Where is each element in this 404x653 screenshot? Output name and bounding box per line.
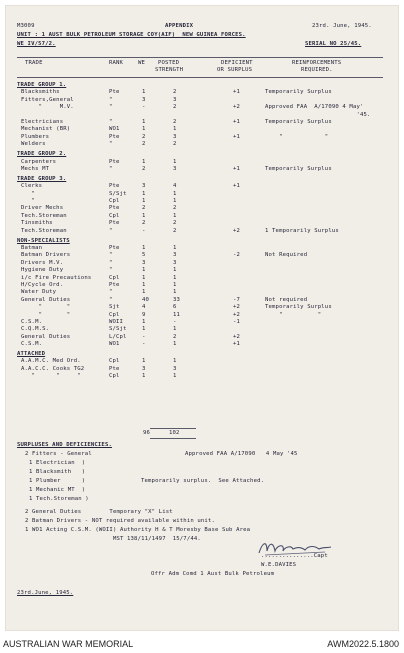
cell-trade: " " " xyxy=(21,373,81,380)
cell-we: 1 xyxy=(142,274,146,281)
cell-we: 9 xyxy=(142,311,146,318)
surpluses-heading: SURPLUSES AND DEFICIENCIES. xyxy=(17,442,112,448)
cell-rank: " xyxy=(109,96,113,103)
cell-trade: " xyxy=(21,198,36,204)
cell-rank: " xyxy=(109,165,113,172)
temporary-note: Temporarily surplus. See Attached. xyxy=(141,478,265,484)
group-title: ATTACHED xyxy=(17,351,46,357)
cell-rank: Cpl xyxy=(109,311,120,318)
cell-we: 2 xyxy=(142,205,146,212)
cell-posted: 1 xyxy=(173,274,177,281)
cell-remarks: Temporarily Surplus xyxy=(265,165,332,172)
cell-deficient: -1 xyxy=(233,318,241,325)
cell-posted: 1 xyxy=(173,190,177,197)
cell-posted: 1 xyxy=(173,373,177,380)
cell-deficient: +2 xyxy=(233,333,241,340)
cell-we: 1 xyxy=(142,198,146,204)
cell-posted: 2 xyxy=(173,119,177,125)
cell-we: - xyxy=(142,341,146,348)
cell-posted: 3 xyxy=(173,165,177,172)
serial-number: SERIAL NO 25/45. xyxy=(305,41,362,47)
cell-rank: " xyxy=(109,141,113,148)
cell-posted: 1 xyxy=(173,126,177,133)
cell-we: 4 xyxy=(142,304,146,311)
cell-posted: 2 xyxy=(173,220,177,227)
signatory-title: Offr Adm Comd 1 Aust Bulk Petroleum xyxy=(151,571,275,577)
cell-we: 2 xyxy=(142,133,146,140)
cell-trade: Drivers M.V. xyxy=(21,259,64,266)
approved-line: Approved FAA A/17090 4 May '45 xyxy=(185,451,298,457)
cell-we: 2 xyxy=(142,165,146,172)
cell-we: 1 xyxy=(142,326,146,333)
cell-trade: " " xyxy=(21,311,71,318)
cell-we: 1 xyxy=(142,89,146,96)
document-number: M3009 xyxy=(17,23,35,29)
cell-trade: i/c Fire Precautions xyxy=(21,274,92,281)
cell-deficient: +2 xyxy=(233,304,241,311)
cell-rank: L/Cpl xyxy=(109,333,127,340)
column-rank: RANK xyxy=(109,60,124,66)
cell-trade: Clerks xyxy=(21,183,43,190)
cell-posted: 2 xyxy=(173,89,177,96)
cell-rank: S/Sjt xyxy=(109,190,127,197)
cell-rank: Pte xyxy=(109,183,120,190)
cell-we: 1 xyxy=(142,126,146,133)
cell-trade: " " xyxy=(21,304,71,311)
cell-trade: C.S.M. xyxy=(21,318,43,325)
surplus-note: 2 Batman Drivers - NOT required available within unit. xyxy=(25,518,215,524)
cell-we: - xyxy=(142,227,146,234)
cell-rank: Cpl xyxy=(109,212,120,219)
total-posted: 102 xyxy=(169,430,180,436)
cell-trade: General Duties xyxy=(21,296,71,303)
cell-posted: 11 xyxy=(173,311,181,318)
cell-deficient: +2 xyxy=(233,311,241,318)
cell-deficient: +1 xyxy=(233,341,241,348)
cell-posted: 1 xyxy=(173,212,177,219)
cell-rank: " xyxy=(109,227,113,234)
cell-posted: 6 xyxy=(173,304,177,311)
cell-posted: 1 xyxy=(173,158,177,165)
cell-trade: Fitters,General xyxy=(21,96,74,103)
cell-trade: Tinsmiths xyxy=(21,220,53,227)
column-deficient: DEFICIENT xyxy=(221,60,253,66)
group-title: TRADE GROUP 1. xyxy=(17,82,67,88)
signature-line: ...............Capt xyxy=(261,553,328,559)
cell-trade: Hygiene Duty xyxy=(21,267,64,274)
surplus-item: 1 Plumber ) xyxy=(29,478,86,484)
cell-rank: " xyxy=(109,119,113,125)
cell-deficient: +1 xyxy=(233,183,241,190)
cell-we: - xyxy=(142,333,146,340)
cell-rank: Pte xyxy=(109,205,120,212)
cell-trade: Driver Mechs xyxy=(21,205,64,212)
cell-rank: " xyxy=(109,296,113,303)
surplus-note: MST 138/11/1497 15/7/44. xyxy=(25,536,201,542)
header-bottom-rule xyxy=(17,77,383,78)
cell-posted: 2 xyxy=(173,333,177,340)
header-top-rule xyxy=(17,57,383,58)
column-posted: POSTED xyxy=(158,60,180,66)
cell-deficient: +1 xyxy=(233,119,241,125)
cell-trade: Water Duty xyxy=(21,289,57,296)
cell-trade: Welders xyxy=(21,141,46,148)
document-date: 23rd. June, 1945. xyxy=(312,23,372,29)
we-reference: WE IV/57/2. xyxy=(17,41,56,47)
cell-rank: WO1 xyxy=(109,126,120,133)
cell-trade: A.A.C.C. Cooks TG2 xyxy=(21,365,85,372)
cell-remarks: " " xyxy=(265,311,322,318)
cell-deficient: +1 xyxy=(233,133,241,140)
cell-posted: 3 xyxy=(173,96,177,103)
cell-rank: Pte xyxy=(109,158,120,165)
total-we: 96 xyxy=(143,430,151,436)
cell-trade: C.S.M. xyxy=(21,341,43,348)
cell-trade: Carpenters xyxy=(21,158,57,165)
totals-double-rule xyxy=(150,438,196,439)
signatory-name: W.E.DAVIES xyxy=(261,562,297,568)
cell-posted: - xyxy=(173,318,177,325)
cell-posted: 1 xyxy=(173,244,177,251)
cell-rank: Pte xyxy=(109,133,120,140)
cell-posted: 1 xyxy=(173,267,177,274)
cell-trade: A.A.M.C. Med Ord. xyxy=(21,358,81,365)
cell-rank: Pte xyxy=(109,89,120,96)
cell-trade: " M.V. xyxy=(21,104,74,111)
surplus-note: 1 WO1 Acting C.S.M. (WOII) Authority H & T Moresby Base Sub Area xyxy=(25,527,251,533)
cell-we: 1 xyxy=(142,281,146,288)
cell-we: 2 xyxy=(142,141,146,148)
surplus-item: 1 Mechanic MT ) xyxy=(29,487,86,493)
cell-trade: " xyxy=(21,190,36,197)
cell-we: 3 xyxy=(142,365,146,372)
surplus-item: 1 Blacksmith ) xyxy=(29,469,86,475)
cell-we: 2 xyxy=(142,220,146,227)
cell-rank: " xyxy=(109,252,113,259)
cell-trade: Plumbers xyxy=(21,133,50,140)
totals-rule xyxy=(150,428,196,429)
cell-rank: Pte xyxy=(109,365,120,372)
column-or-surplus: OR SURPLUS xyxy=(217,67,253,73)
cell-we: 1 xyxy=(142,358,146,365)
surplus-item: 2 Fitters - General xyxy=(25,451,92,457)
cell-remarks: '45. xyxy=(265,111,371,118)
cell-we: 1 xyxy=(142,212,146,219)
appendix-heading: APPENDIX xyxy=(165,23,194,29)
cell-rank: Pte xyxy=(109,281,120,288)
cell-posted: 4 xyxy=(173,183,177,190)
cell-posted: 3 xyxy=(173,252,177,259)
cell-rank: " xyxy=(109,289,113,296)
cell-we: 1 xyxy=(142,373,146,380)
cell-remarks: " " xyxy=(265,133,329,140)
cell-remarks: Temporarily Surplus xyxy=(265,304,332,311)
cell-rank: " xyxy=(109,267,113,274)
cell-trade: Tech.Storeman xyxy=(21,212,67,219)
cell-rank: " xyxy=(109,259,113,266)
column-reinforcements: REINFORCEMENTS xyxy=(292,60,342,66)
cell-rank: Cpl xyxy=(109,373,120,380)
surplus-item: 1 Tech.Storeman ) xyxy=(29,496,89,502)
cell-trade: Electricians xyxy=(21,119,64,125)
cell-deficient: +2 xyxy=(233,104,241,111)
cell-we: 1 xyxy=(142,190,146,197)
cell-trade: Batman Drivers xyxy=(21,252,71,259)
cell-remarks: 1 Temporarily Surplus xyxy=(265,227,339,234)
group-title: TRADE GROUP 2. xyxy=(17,151,67,158)
cell-posted: 1 xyxy=(173,326,177,333)
cell-posted: 2 xyxy=(173,141,177,148)
cell-trade: Mechanist (BR) xyxy=(21,126,71,133)
bottom-date: 23rd.June, 1945. xyxy=(17,590,74,596)
cell-remarks: Not required xyxy=(265,296,308,303)
cell-remarks: Temporarily Surplus xyxy=(265,89,332,96)
group-title: TRADE GROUP 3. xyxy=(17,175,67,182)
cell-trade: General Duties xyxy=(21,333,71,340)
document-page xyxy=(5,5,399,631)
column-we: WE xyxy=(138,60,146,66)
cell-we: 5 xyxy=(142,252,146,259)
cell-posted: 1 xyxy=(173,198,177,204)
cell-trade: Tech.Storeman xyxy=(21,227,67,234)
cell-posted: 33 xyxy=(173,296,181,303)
cell-we: 1 xyxy=(142,289,146,296)
cell-posted: 1 xyxy=(173,289,177,296)
unit-line: UNIT : 1 AUST BULK PETROLEUM STORAGE COY(AIF) NEW GUINEA FORCES. xyxy=(17,32,246,38)
cell-rank: WOII xyxy=(109,318,124,325)
cell-we: 1 xyxy=(142,158,146,165)
cell-rank: Cpl xyxy=(109,274,120,281)
cell-deficient: -7 xyxy=(233,296,241,303)
cell-we: 1 xyxy=(142,267,146,274)
cell-we: 40 xyxy=(142,296,150,303)
cell-posted: 1 xyxy=(173,358,177,365)
surplus-note: 2 General Duties Temporary "X" List xyxy=(25,509,173,515)
cell-we: 1 xyxy=(142,318,146,325)
cell-we: - xyxy=(142,104,146,111)
cell-posted: 3 xyxy=(173,133,177,140)
cell-we: 1 xyxy=(142,244,146,251)
cell-rank: S/Sjt xyxy=(109,326,127,333)
group-title: NON-SPECIALISTS xyxy=(17,237,70,244)
archive-footer xyxy=(0,636,404,653)
cell-trade: Mechs MT xyxy=(21,165,50,172)
cell-rank: Cpl xyxy=(109,358,120,365)
column-required: REQUIRED. xyxy=(301,67,333,73)
cell-remarks: Temporarily Surplus xyxy=(265,119,332,125)
cell-posted: 1 xyxy=(173,281,177,288)
cell-posted: 2 xyxy=(173,205,177,212)
cell-we: 3 xyxy=(142,183,146,190)
cell-rank: " xyxy=(109,104,113,111)
cell-deficient: -2 xyxy=(233,252,241,259)
cell-we: 3 xyxy=(142,259,146,266)
cell-posted: 2 xyxy=(173,227,177,234)
cell-trade: Blacksmiths xyxy=(21,89,60,96)
cell-trade: Batman xyxy=(21,244,43,251)
surplus-item: 1 Electrician ) xyxy=(29,460,86,466)
cell-trade: C.Q.M.S. xyxy=(21,326,50,333)
cell-posted: 3 xyxy=(173,259,177,266)
cell-posted: 1 xyxy=(173,341,177,348)
column-strength: STRENGTH xyxy=(155,67,184,73)
cell-deficient: +2 xyxy=(233,227,241,234)
column-trade: TRADE xyxy=(25,60,43,66)
cell-we: 1 xyxy=(142,119,146,125)
cell-rank: Cpl xyxy=(109,198,120,204)
cell-rank: Pte xyxy=(109,244,120,251)
cell-remarks: Not Required xyxy=(265,252,308,259)
cell-rank: WO1 xyxy=(109,341,120,348)
cell-we: 3 xyxy=(142,96,146,103)
cell-posted: 3 xyxy=(173,365,177,372)
archive-reference: AWM2022.5.1800 xyxy=(327,639,399,649)
cell-deficient: +1 xyxy=(233,165,241,172)
cell-posted: 2 xyxy=(173,104,177,111)
cell-rank: Pte xyxy=(109,220,120,227)
archive-name: AUSTRALIAN WAR MEMORIAL xyxy=(3,639,134,649)
cell-rank: Sjt xyxy=(109,304,120,311)
cell-trade: H/Cycle Ord. xyxy=(21,281,64,288)
cell-remarks: Approved FAA A/17090 4 May' xyxy=(265,104,364,111)
cell-deficient: +1 xyxy=(233,89,241,96)
